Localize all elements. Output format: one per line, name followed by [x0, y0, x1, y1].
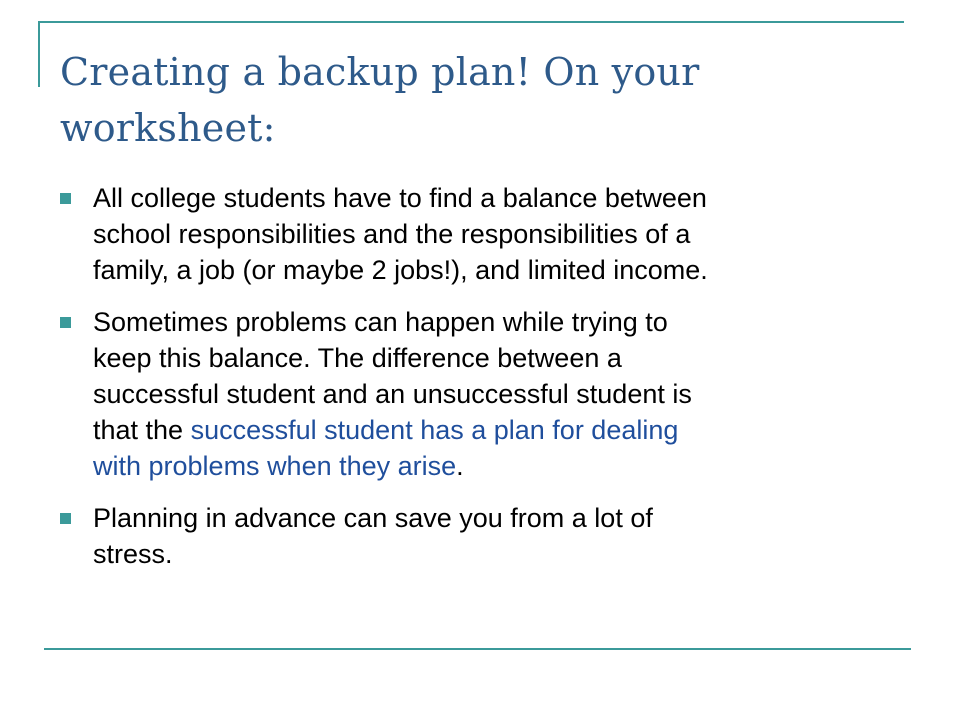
square-bullet-icon [60, 317, 71, 328]
bullet-item-problems [60, 304, 890, 484]
bullet-2-line-5 [93, 448, 890, 484]
bottom-rule [44, 648, 911, 650]
bullet-2-line-1: Sometimes problems can happen while trying to [93, 307, 668, 337]
slide-title [60, 44, 880, 156]
square-bullet-icon [60, 513, 71, 524]
highlighted-text: with problems when they arise [93, 451, 457, 481]
bullet-1-line-1: All college students have to find a balance between [93, 183, 707, 213]
title-line-2: worksheet: [60, 106, 276, 150]
top-rule [38, 21, 904, 23]
highlighted-text: successful student has a plan for dealing [190, 415, 679, 445]
bullet-2-line-2: keep this balance. The difference between a [93, 343, 622, 373]
bullet-2-line-4 [93, 412, 890, 448]
bullet-2-line-3: successful student and an unsuccessful student is [93, 379, 692, 409]
bullet-3-line-2: stress. [93, 539, 173, 569]
left-rule [38, 21, 40, 87]
bullet-item-planning [60, 500, 890, 572]
bullet-item-balance [60, 180, 890, 288]
bullet-1-line-3: family, a job (or maybe 2 jobs!), and limited income. [93, 255, 708, 285]
bullet-2-line-5-suffix: . [456, 451, 464, 481]
square-bullet-icon [60, 193, 71, 204]
bullet-3-line-1: Planning in advance can save you from a lot of [93, 503, 653, 533]
bullet-list [60, 180, 890, 588]
title-line-1: Creating a backup plan! On your [60, 50, 700, 94]
bullet-2-line-4-prefix: that the [93, 415, 191, 445]
bullet-1-line-2: school responsibilities and the responsibilities of a [93, 219, 691, 249]
